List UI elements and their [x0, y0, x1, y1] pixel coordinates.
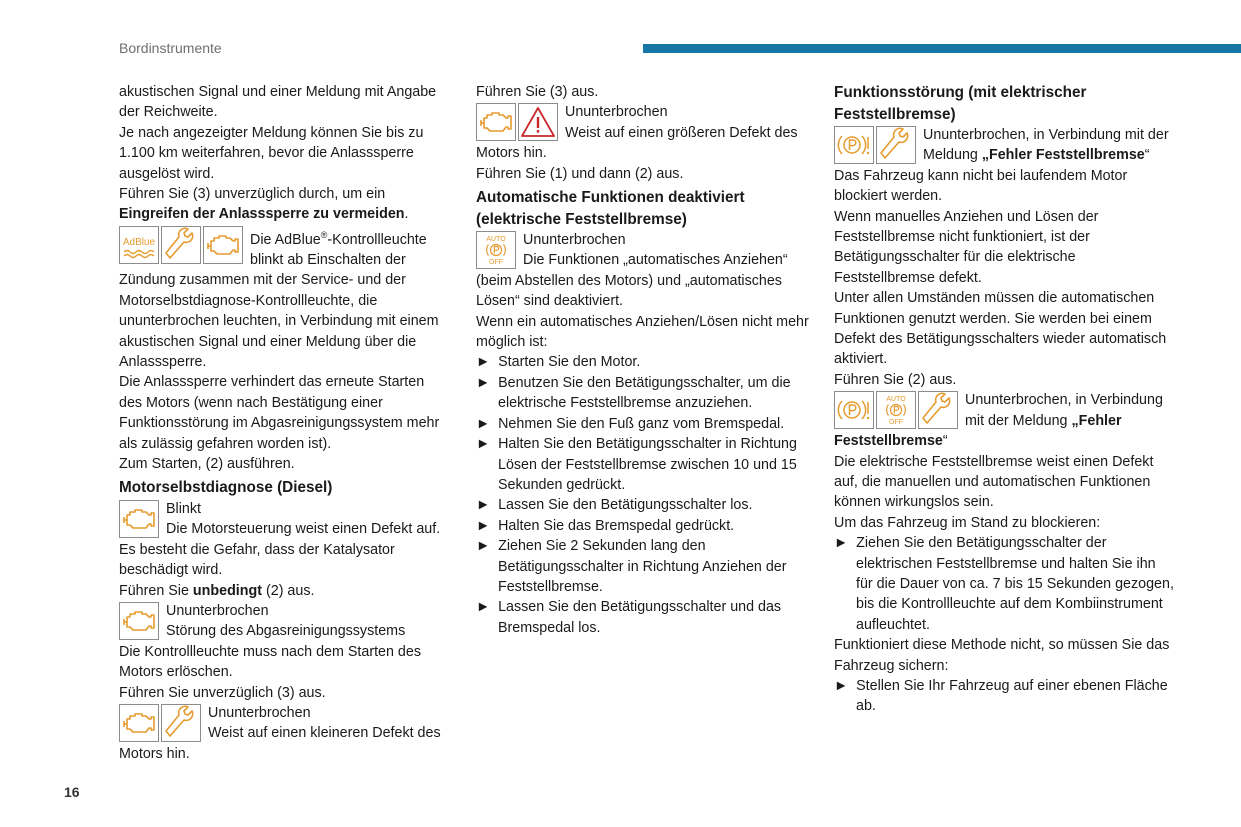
bullet-item	[476, 516, 812, 536]
section-heading: Motorselbstdiagnose (Diesel)	[119, 479, 333, 497]
paragraph: Die Motorsteuerung weist einen Defekt auf. Es besteht die Gefahr, dass der Katalysator beschädigt wird.	[119, 521, 441, 579]
paragraph: Ununterbrochen	[166, 603, 269, 620]
paragraph: Führen Sie unverzüglich (3) aus.	[119, 684, 326, 701]
section-heading: Funktionsstörung (mit elektrischer Feststellbremse)	[834, 84, 1087, 123]
paragraph: Führen Sie (1) und dann (2) aus.	[476, 165, 684, 182]
wrench-icon	[876, 126, 916, 164]
bullet-item	[476, 352, 812, 372]
paragraph: Führen Sie (2) aus.	[834, 371, 957, 388]
bullet-item	[476, 597, 812, 638]
engine-icon	[476, 103, 516, 141]
bullet-list	[476, 352, 812, 638]
bullet-marker-icon: ►	[476, 517, 491, 534]
engine-blink-block	[119, 499, 449, 581]
parking-brake-fault-icon	[834, 391, 874, 429]
bullet-item	[476, 536, 812, 597]
parking-brake-fault-icon	[834, 126, 874, 164]
off-icon-label: OFF	[889, 419, 903, 427]
paragraph: Blinkt	[166, 500, 201, 517]
bullet-text: Ziehen Sie 2 Sekunden lang den Betätigungsschalter in Richtung Anziehen der Feststellbremse.	[498, 538, 787, 595]
wrench-icon	[918, 391, 958, 429]
paragraph: Wenn ein automatisches Anziehen/Lösen nicht mehr möglich ist:	[476, 313, 809, 351]
paragraph: Die Kontrollleuchte muss nach dem Starten des Motors erlöschen.	[119, 643, 421, 681]
paragraph: Führen Sie (3) aus.	[476, 84, 599, 100]
bullet-text: Halten Sie das Bremspedal gedrückt.	[498, 517, 735, 534]
icon-group	[834, 391, 960, 429]
park-fault-auto-block	[834, 390, 1174, 451]
bullet-item	[476, 414, 812, 434]
adblue-warning-block	[119, 225, 449, 373]
bullet-item	[476, 373, 812, 414]
bullet-item: ► Ziehen Sie den Betätigungsschalter der elektrischen Feststellbremse und halten Sie ihn für die Dauer von ca. 7 bis 15 Sekunden gezogen, bis die Kontrollleuchte auf dem Kombiinstrument aufleuchtet.	[834, 535, 1174, 633]
paragraph: Zum Starten, (2) ausführen.	[119, 456, 295, 473]
paragraph: Unter allen Umständen müssen die automatischen Funktionen genutzt werden. Sie werden bei einem Defekt des Betätigungsschalters wieder automatisch aktiviert.	[834, 290, 1167, 368]
icon-group	[476, 103, 560, 141]
paragraph: Weist auf einen größeren Defekt des Motors hin.	[476, 124, 798, 162]
paragraph: Ununterbrochen, in Verbindung mit der Meldung „Fehler Feststellbremse“	[923, 127, 1169, 164]
paragraph: akustischen Signal und einer Meldung mit Angabe der Reichweite.	[119, 84, 437, 121]
column-1	[119, 82, 449, 764]
bullet-item	[476, 434, 812, 495]
bullet-item: ► Stellen Sie Ihr Fahrzeug auf einer ebenen Fläche ab.	[834, 677, 1168, 715]
running-header: Bordinstrumente	[119, 40, 222, 56]
engine-wrench-block	[119, 703, 449, 764]
engine-steady-block	[119, 601, 449, 642]
engine-warning-block	[476, 102, 812, 163]
icon-group	[119, 704, 203, 742]
icon-group	[119, 602, 161, 640]
paragraph: Das Fahrzeug kann nicht bei laufendem Motor blockiert werden.	[834, 167, 1128, 205]
paragraph: Störung des Abgasreinigungssystems	[166, 623, 406, 640]
auto-off-block	[476, 230, 812, 312]
parking-auto-off-icon	[876, 391, 916, 429]
icon-group	[119, 226, 245, 264]
paragraph: Führen Sie unbedingt (2) aus.	[119, 582, 315, 599]
bullet-text: Benutzen Sie den Betätigungsschalter, um die elektrische Feststellbremse anzuziehen.	[498, 374, 791, 412]
engine-icon	[119, 602, 159, 640]
page-number: 16	[64, 784, 80, 800]
icon-group	[476, 231, 518, 269]
bullet-marker-icon: ►	[476, 497, 491, 514]
bullet-marker-icon: ►	[476, 354, 491, 371]
column-2	[476, 82, 812, 638]
bullet-marker-icon: ►	[834, 677, 849, 694]
section-heading: Automatische Funktionen deaktiviert (elektrische Feststellbremse)	[476, 189, 745, 228]
bullet-text: Nehmen Sie den Fuß ganz vom Bremspedal.	[498, 415, 785, 432]
bullet-marker-icon: ►	[476, 415, 491, 432]
bullet-marker-icon: ►	[476, 436, 491, 453]
bullet-marker-icon: ►	[476, 599, 491, 616]
auto-icon-label: AUTO	[886, 396, 906, 404]
warning-triangle-icon	[518, 103, 558, 141]
paragraph: Die AdBlue®-Kontrollleuchte blinkt ab Einschalten der Zündung zusammen mit der Service- und der Motorselbstdiagnose-Kontrollleuchte, die ununterbrochen leuchten, in Verbindung mit einem akustischen Signal und einer Meldung über die Anlasssperre.	[119, 229, 439, 371]
bullet-text: Halten Sie den Betätigungsschalter in Richtung Lösen der Feststellbremse zwischen 10 und 15 Sekunden gedrückt.	[498, 436, 797, 493]
icon-group	[119, 500, 161, 538]
park-fault-block	[834, 125, 1174, 166]
paragraph: Je nach angezeigter Meldung können Sie bis zu 1.100 km weiterfahren, bevor die Anlasssperre ausgelöst wird.	[119, 124, 424, 182]
paragraph: Ununterbrochen	[208, 705, 311, 722]
bullet-item	[476, 495, 812, 515]
auto-icon-label: AUTO	[486, 236, 506, 244]
paragraph: Wenn manuelles Anziehen und Lösen der Feststellbremse nicht funktioniert, ist der Betätigungsschalter für die elektrische Feststellbremse defekt.	[834, 208, 1099, 286]
bullet-text: Lassen Sie den Betätigungsschalter und das Bremspedal los.	[498, 599, 782, 636]
paragraph: Ununterbrochen	[523, 232, 626, 249]
paragraph: Die elektrische Feststellbremse weist einen Defekt auf, die manuellen und automatischen Funktionen können wirkungslos sein.	[834, 453, 1154, 511]
bullet-text: Starten Sie den Motor.	[498, 354, 641, 371]
column-3	[834, 82, 1174, 717]
paragraph: Ununterbrochen	[565, 104, 668, 121]
engine-icon	[119, 704, 159, 742]
adblue-icon-label: AdBlue	[122, 236, 156, 248]
engine-icon	[203, 226, 243, 264]
paragraph: Die Anlasssperre verhindert das erneute Starten des Motors (wenn nach Bestätigung einer Funktionsstörung im Abgasreinigungssystem mehr als zulässig gefahren worden ist).	[119, 374, 440, 452]
wrench-icon	[161, 704, 201, 742]
wrench-icon	[161, 226, 201, 264]
bullet-marker-icon: ►	[834, 535, 849, 552]
paragraph: Funktioniert diese Methode nicht, so müssen Sie das Fahrzeug sichern:	[834, 637, 1170, 674]
engine-icon	[119, 500, 159, 538]
adblue-icon	[119, 226, 159, 264]
paragraph: Ununterbrochen, in Verbindung mit der Meldung „Fehler Feststellbremse“	[834, 392, 1163, 450]
paragraph: Weist auf einen kleineren Defekt des Motors hin.	[119, 725, 441, 762]
bullet-marker-icon: ►	[476, 374, 491, 391]
bullet-marker-icon: ►	[476, 538, 491, 555]
paragraph: Um das Fahrzeug im Stand zu blockieren:	[834, 514, 1101, 531]
paragraph: Die Funktionen „automatisches Anziehen“ (beim Abstellen des Motors) und „automatisches Lösen“ sind deaktiviert.	[476, 252, 788, 310]
parking-auto-off-icon	[476, 231, 516, 269]
bullet-text: Lassen Sie den Betätigungsschalter los.	[498, 497, 753, 514]
header-accent-bar	[643, 44, 1241, 53]
paragraph: Führen Sie (3) unverzüglich durch, um ein Eingreifen der Anlasssperre zu vermeiden.	[119, 186, 409, 223]
icon-group	[834, 126, 918, 164]
off-icon-label: OFF	[489, 259, 503, 267]
